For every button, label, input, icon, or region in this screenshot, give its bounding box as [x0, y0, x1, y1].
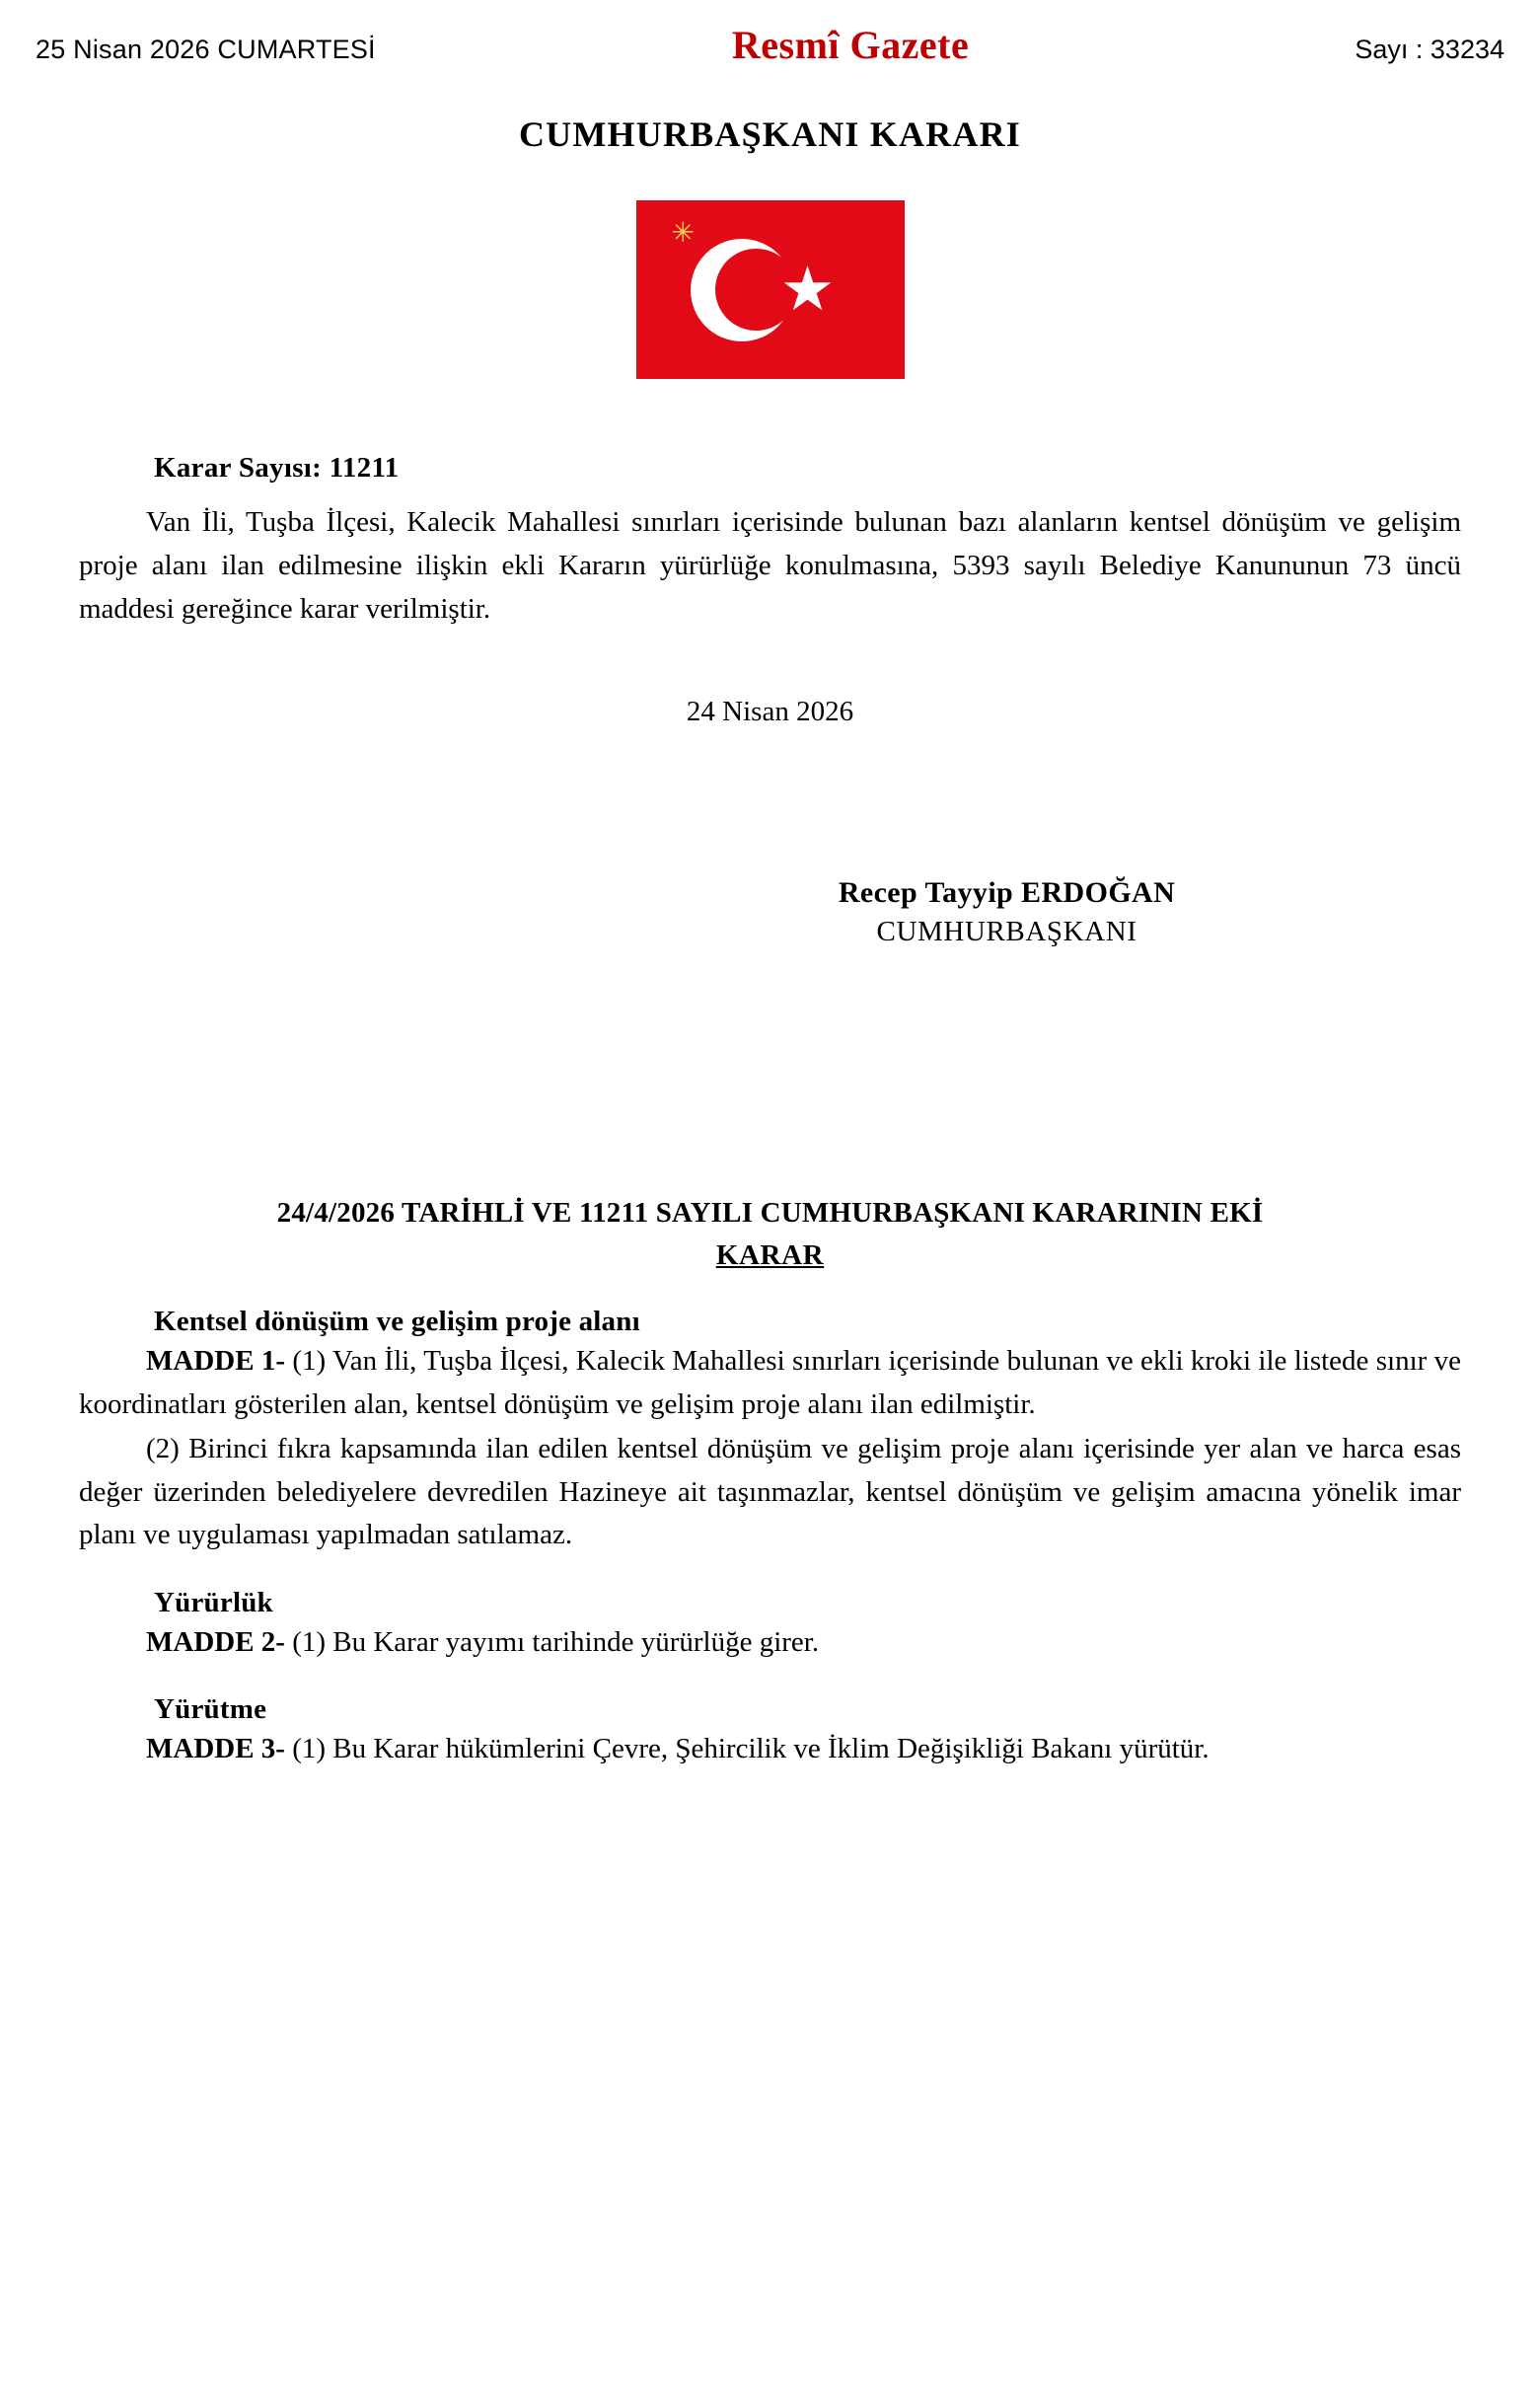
article-paragraph — [57, 1340, 1483, 1426]
annex-section — [57, 1306, 1483, 1557]
article-label: MADDE 2- — [146, 1625, 285, 1658]
section-title: Yürütme — [154, 1693, 267, 1726]
article-paragraph — [57, 1621, 1483, 1665]
annex-heading — [57, 1197, 1483, 1272]
page-title: CUMHURBAŞKANI KARARI — [518, 114, 1021, 154]
decision-number: Karar Sayısı: 11211 — [154, 452, 400, 484]
decision-date: 24 Nisan 2026 — [686, 696, 854, 728]
signatory-role: CUMHURBAŞKANI — [876, 916, 1137, 948]
document-body — [0, 452, 1540, 1771]
article-text: (1) Bu Karar yayımı tarihinde yürürlüğe girer. — [284, 1625, 820, 1658]
signature-block — [57, 876, 1483, 948]
signatory-name: Recep Tayyip ERDOĞAN — [838, 876, 1176, 910]
annex-section — [57, 1693, 1483, 1771]
preamble-paragraph: Van İli, Tuşba İlçesi, Kalecik Mahallesi sınırları içerisinde bulunan bazı alanların kentsel dönüşüm ve gelişim proje alanı ilan edilmesine ilişkin ekli Kararın yürürlüğe konulmasına, 5393 sayılı Belediye Kanununun 73 üncü maddesi gereğince karar verilmiştir. — [79, 506, 1461, 626]
flag-star-icon: ★ — [779, 257, 836, 324]
annex-heading-line1: 24/4/2026 TARİHLİ VE 11211 SAYILI CUMHURBAŞKANI KARARININ EKİ — [276, 1197, 1264, 1230]
section-title: Kentsel dönüşüm ve gelişim proje alanı — [154, 1306, 640, 1338]
annex-section — [57, 1587, 1483, 1665]
page-header — [0, 0, 1540, 68]
turkish-flag-icon — [636, 200, 905, 379]
article-label: MADDE 3- — [146, 1733, 285, 1765]
flag-sun-icon: ✳ — [671, 218, 695, 249]
article-paragraph — [57, 1428, 1483, 1557]
article-text: (1) Bu Karar hükümlerini Çevre, Şehircilik ve İklim Değişikliği Bakanı yürütür. — [284, 1733, 1210, 1765]
section-title: Yürürlük — [154, 1586, 273, 1618]
article-text: (2) Birinci fıkra kapsamında ilan edilen kentsel dönüşüm ve gelişim proje alanı içerisinde yer alan ve harca esas değer üzerinden belediyelere devredilen Hazineye ait taşınmazlar, kentsel dönüşüm ve gelişim amacına yönelik imar planı ve uygulaması yapılmadan satılamaz. — [79, 1433, 1461, 1551]
article-paragraph — [57, 1728, 1483, 1771]
header-date: 25 Nisan 2026 CUMARTESİ — [36, 35, 376, 64]
gazette-title: Resmî Gazete — [731, 23, 970, 67]
header-issue-number: Sayı : 33234 — [1355, 35, 1504, 64]
annex-heading-line2: KARAR — [715, 1239, 825, 1272]
flag-container — [0, 200, 1540, 379]
article-text: (1) Van İli, Tuşba İlçesi, Kalecik Mahallesi sınırları içerisinde bulunan ve ekli kroki ile listede sınır ve koordinatları gösterilen alan, kentsel dönüşüm ve gelişim proje alanı ilan edilmiştir. — [79, 1345, 1461, 1420]
article-label: MADDE 1- — [146, 1345, 286, 1378]
